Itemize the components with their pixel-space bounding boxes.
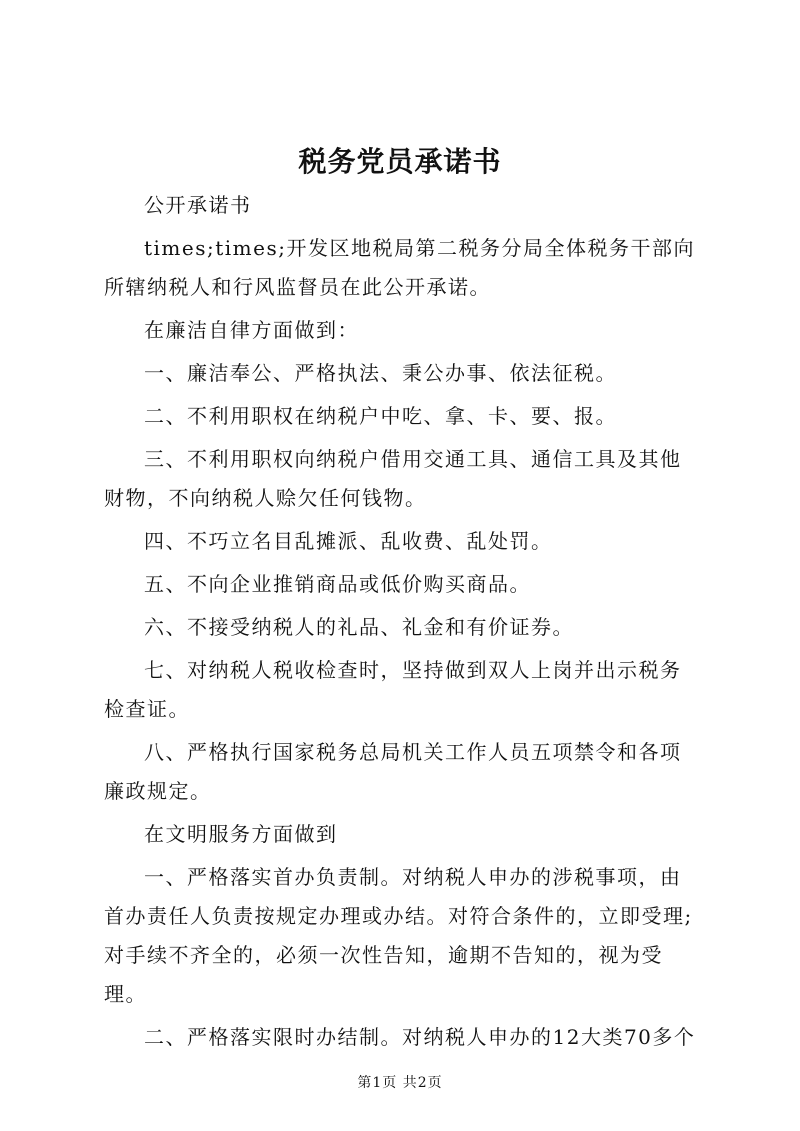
paragraph: 五、不向企业推销商品或低价购买商品。 (144, 572, 531, 596)
paragraph: 六、不接受纳税人的礼品、礼金和有价证券。 (144, 615, 574, 639)
paragraph: 一、廉洁奉公、严格执法、秉公办事、依法征税。 (144, 361, 617, 385)
paragraph: times;times;开发区地税局第二税务分局全体税务干部向所辖纳税人和行风监督员在此公开承诺。 (104, 236, 695, 299)
page-footer: 第1页 共2页 (357, 1075, 443, 1091)
paragraph: 在廉洁自律方面做到： (144, 318, 359, 342)
paragraph: 二、严格落实限时办结制。对纳税人申办的12大类70多个 (144, 1025, 696, 1049)
paragraph: 公开承诺书 (144, 193, 252, 217)
paragraph: 三、不利用职权向纳税户借用交通工具、通信工具及其他财物，不向纳税人赊欠任何钱物。 (104, 447, 682, 510)
paragraph: 二、不利用职权在纳税户中吃、拿、卡、要、报。 (144, 404, 617, 428)
paragraph: 四、不巧立名目乱摊派、乱收费、乱处罚。 (144, 529, 553, 553)
paragraph: 一、严格落实首办负责制。对纳税人申办的涉税事项，由首办责任人负责按规定办理或办结。对符合条件的，立即受理;对手续不齐全的，必须一次性告知，逾期不告知的，视为受理。 (104, 865, 693, 1006)
document-title: 税务党员承诺书 (298, 145, 502, 178)
paragraph: 在文明服务方面做到 (144, 822, 338, 846)
paragraph: 八、严格执行国家税务总局机关工作人员五项禁令和各项廉政规定。 (104, 740, 682, 803)
document-body (104, 186, 702, 1061)
paragraph: 七、对纳税人税收检查时，坚持做到双人上岗并出示税务检查证。 (104, 658, 682, 721)
